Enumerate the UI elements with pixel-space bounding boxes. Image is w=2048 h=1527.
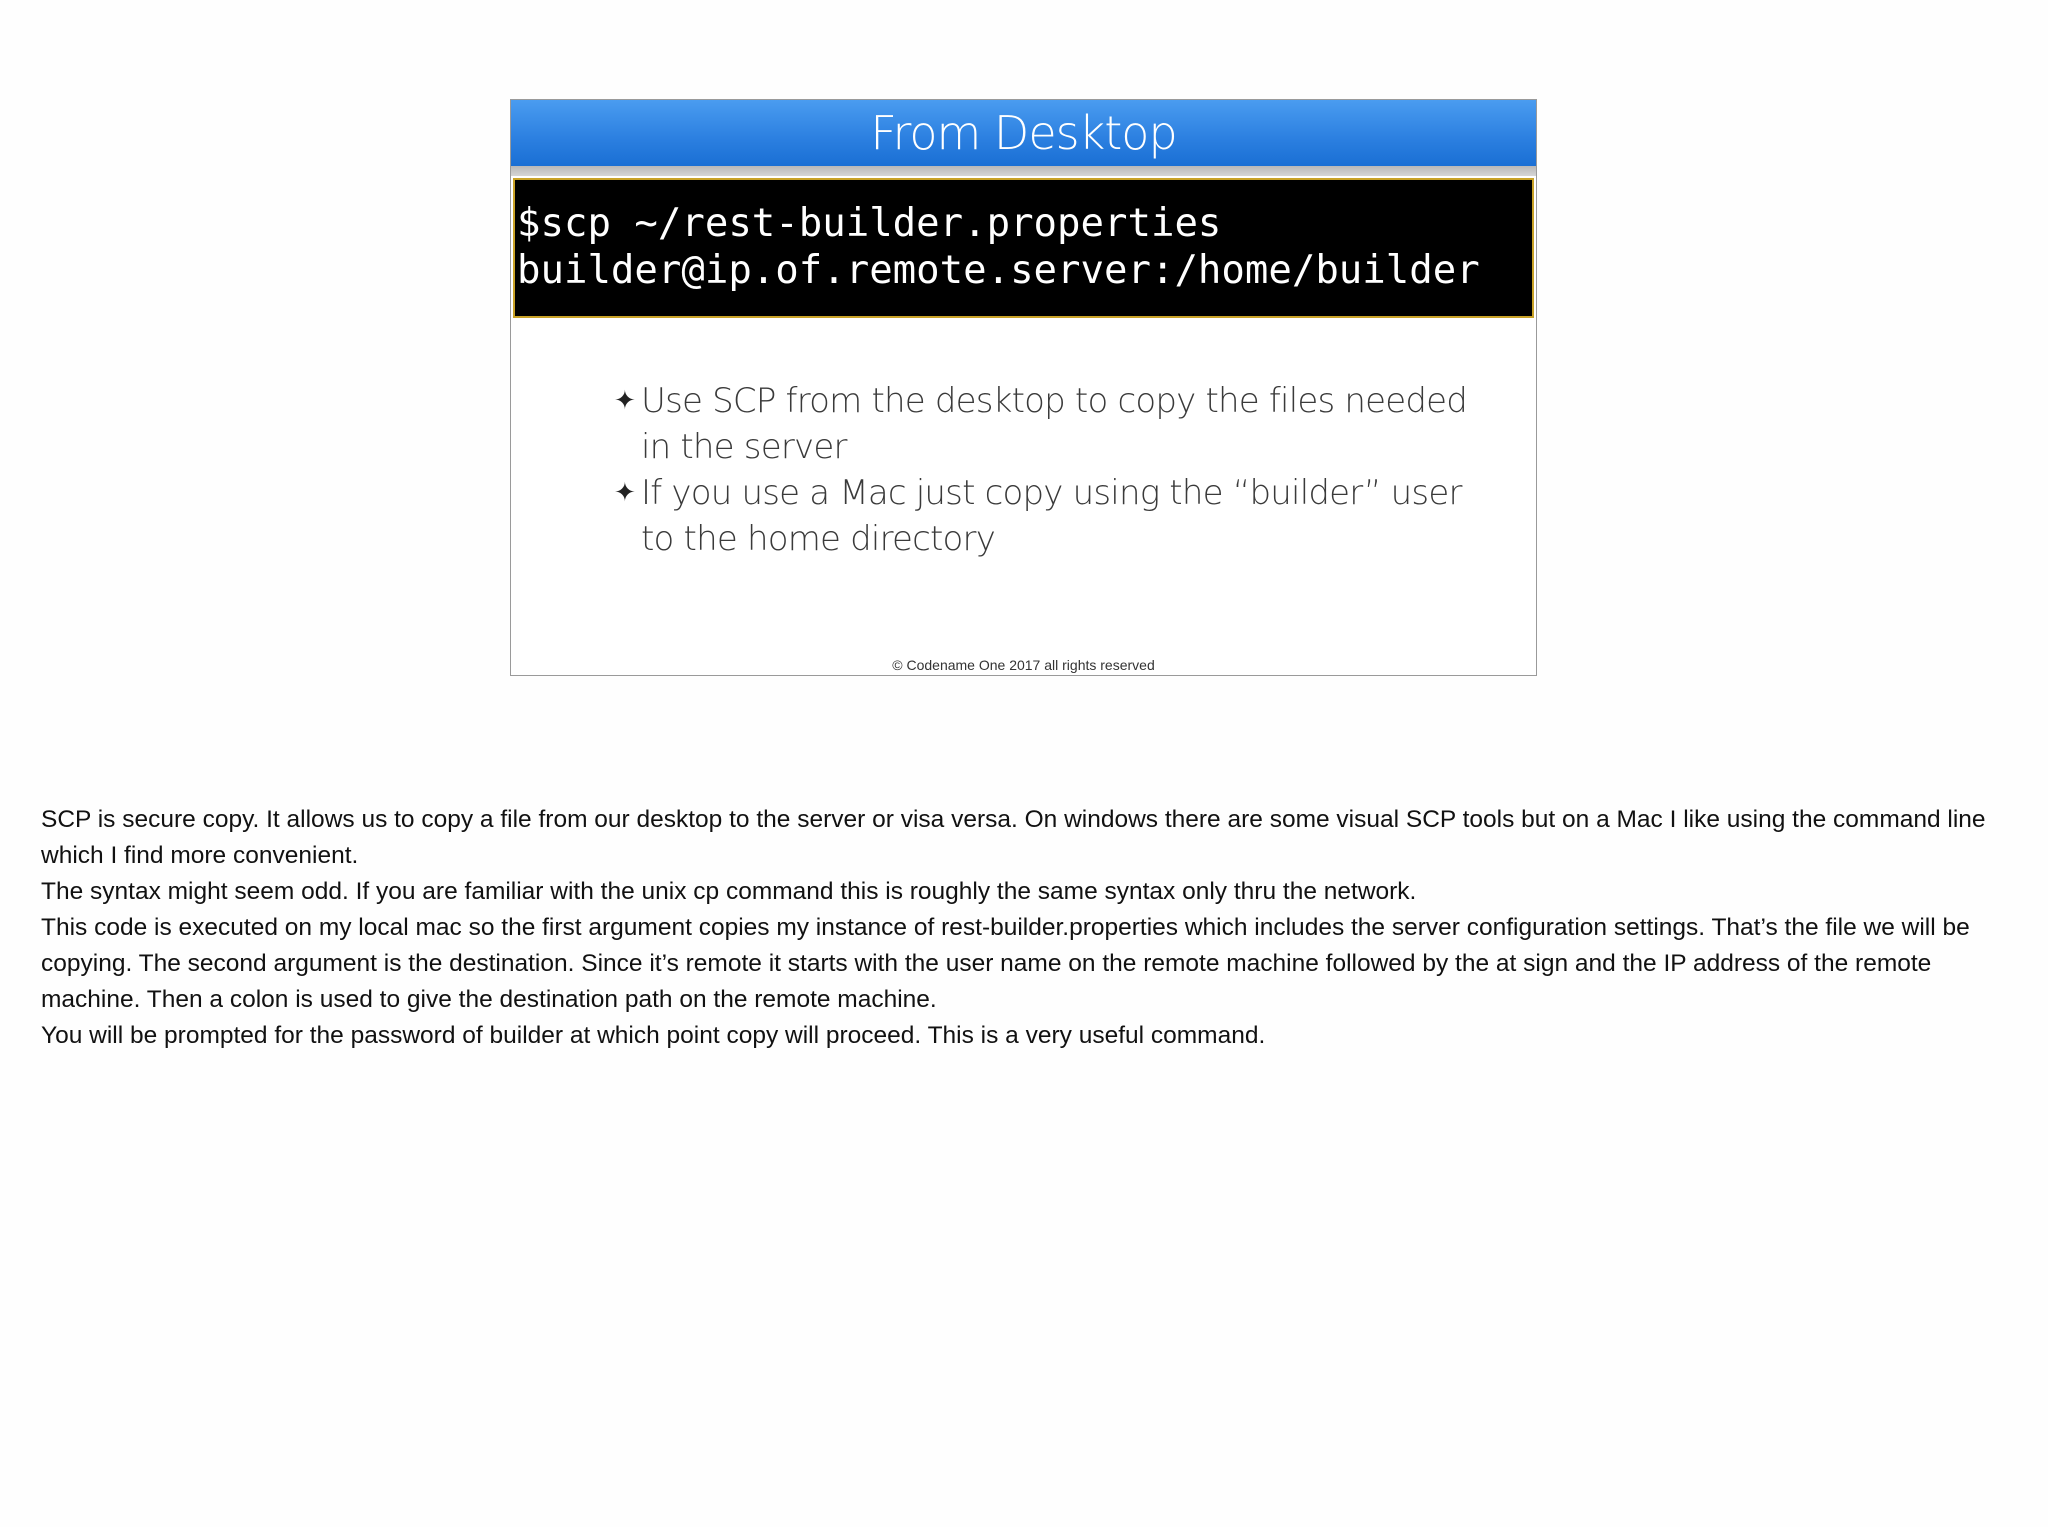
slide: [510, 99, 1537, 676]
notes-paragraph: The syntax might seem odd. If you are familiar with the unix cp command this is roughly the same syntax only thru the network.: [41, 878, 1417, 905]
slide-header: [511, 100, 1536, 166]
bullet-text: Use SCP from the desktop to copy the files needed in the server: [641, 381, 1468, 467]
speaker-notes: [41, 802, 2021, 1054]
star-bullet-icon: ✦: [614, 386, 635, 416]
bullet-text: If you use a Mac just copy using the “builder” user to the home directory: [641, 473, 1462, 559]
notes-paragraph: You will be prompted for the password of builder at which point copy will proceed. This is a very useful command.: [41, 1022, 1266, 1049]
bullet-list: [614, 378, 1494, 562]
code-line: $scp ~/rest-builder.properties: [517, 201, 1222, 246]
bullet-item: [614, 470, 1494, 562]
star-bullet-icon: ✦: [614, 478, 635, 508]
slide-title: From Desktop: [870, 106, 1177, 160]
notes-paragraph: SCP is secure copy. It allows us to copy a file from our desktop to the server or visa versa. On windows there are some visual SCP tools but on a Mac I like using the command line which I find more convenient.: [41, 806, 1986, 869]
code-block: [513, 178, 1534, 318]
header-divider: [511, 166, 1536, 176]
code-line: builder@ip.of.remote.server:/home/builder: [517, 248, 1480, 293]
bullet-item: [614, 378, 1494, 470]
copyright-footer: © Codename One 2017 all rights reserved: [892, 657, 1155, 673]
notes-paragraph: This code is executed on my local mac so the first argument copies my instance of rest-builder.properties which includes the server configuration settings. That’s the file we will be copying. The second argument is the destination. Since it’s remote it starts with the user name on the remote machine followed by the at sign and the IP address of the remote machine. Then a colon is used to give the destination path on the remote machine.: [41, 914, 1970, 1013]
